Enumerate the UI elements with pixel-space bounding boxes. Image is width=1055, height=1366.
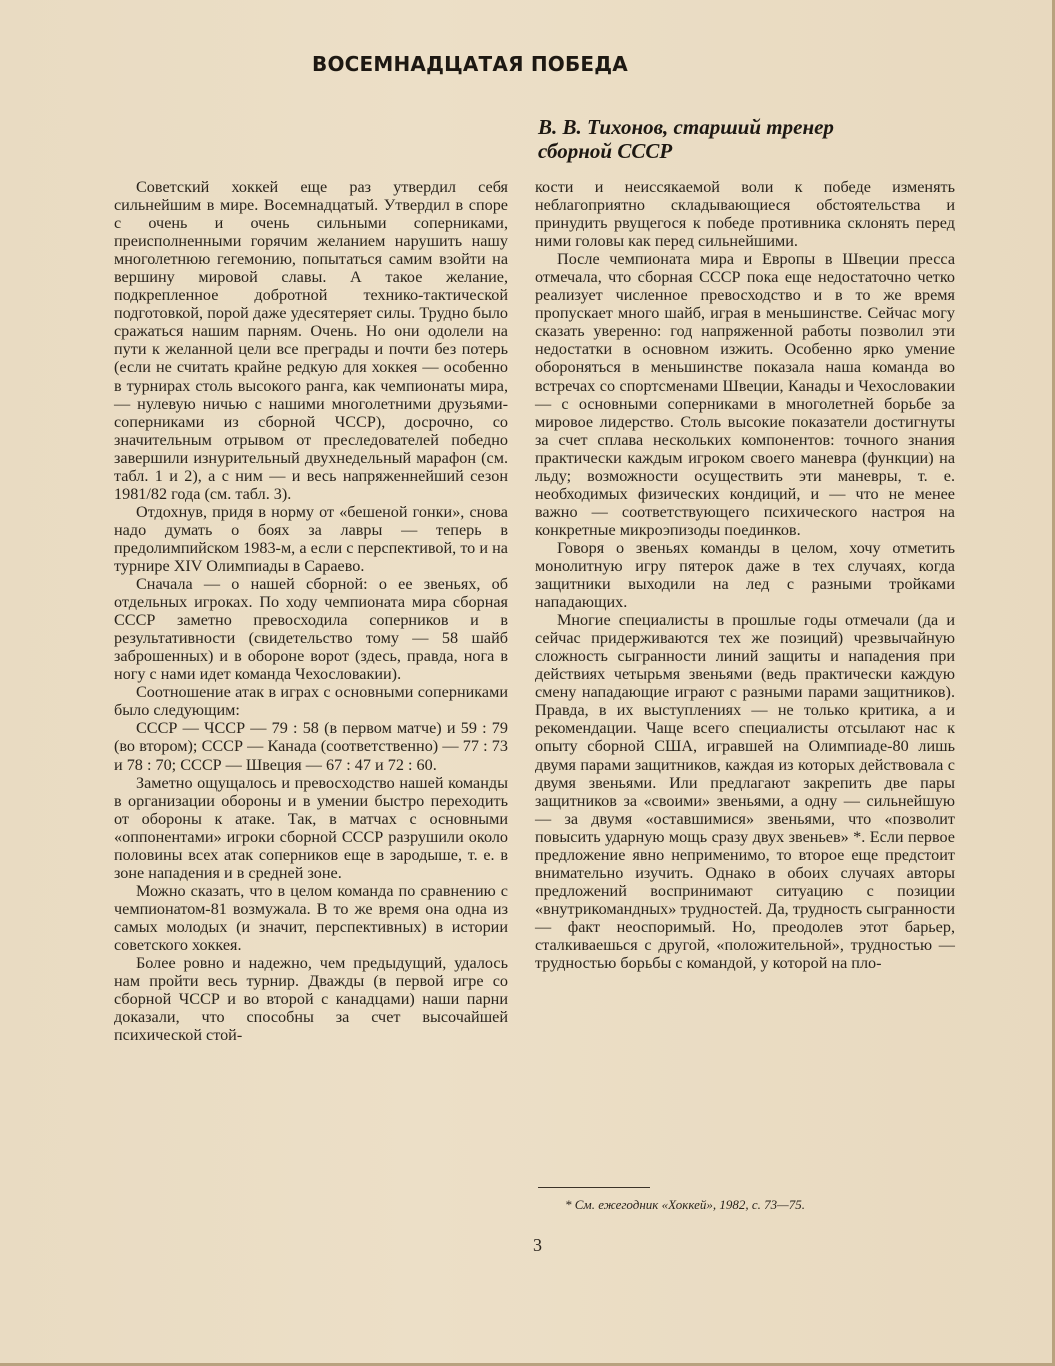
paragraph: СССР — ЧССР — 79 : 58 (в первом матче) и 59 : 79 (во втором); СССР — Канада (соответственно) — 77 : 73 и 78 : 70; СССР — Швеция — 67 : 47 и 72 : 60. bbox=[114, 719, 508, 774]
author-byline bbox=[538, 115, 958, 163]
footnote-divider bbox=[538, 1187, 650, 1188]
footnote: * См. ежегодник «Хоккей», 1982, с. 73—75. bbox=[565, 1197, 805, 1212]
paragraph: Можно сказать, что в целом команда по сравнению с чемпионатом-81 возмужала. В то же время она одна из самых молодых (и значит, перспективных) в истории советского хоккея. bbox=[114, 881, 508, 954]
right-column bbox=[535, 178, 955, 972]
page-number: 3 bbox=[533, 1235, 542, 1255]
paragraph: Многие специалисты в прошлые годы отмечали (да и сейчас придерживаются тех же позиций) чрезвычайную сложность сыгранности линий защиты и нападения при действиях четырьмя звеньями (ведь практически каждую смену нападающие играют с разными парами защитников). Правда, в их выступлениях — не только критика, а и рекомендации. Чаще всего специалисты отсылают нас к опыту сборной США, игравшей на Олимпиаде-80 лишь двумя парами защитников, каждая из которых действовала с двумя звеньями. Или предлагают закрепить две пары защитников за «своими» звеньями, а одну — сильнейшую — за двумя «оставшимися» звеньями, что «позволит повысить ударную мощь сразу двух звеньев» *. Если первое предложение явно неприменимо, то второе еще предстоит внимательно изучить. Однако в обоих случаях авторы предложений воспринимают ситуацию с позиции «внутрикомандных» трудностей. Да, трудность сыгранности — факт неоспоримый. Но, преодолев этот барьер, сталкиваешься с другой, «положительной», трудностью — трудностью борьбы с командой, у которой на пло- bbox=[535, 611, 955, 973]
paragraph: После чемпионата мира и Европы в Швеции пресса отмечала, что сборная СССР пока еще недостаточно четко реализует численное превосходство и в то же время пропускает много шайб, играя в меньшинстве. Сейчас могу сказать уверенно: год напряженной работы позволил эти недостатки в основном изжить. Особенно ярко умение обороняться в меньшинстве показала наша команда во встречах со спортсменами Швеции, Канады и Чехословакии — с основными соперниками в многолетней борьбе за мировое лидерство. Столь высокие показатели достигнуты за счет сплава нескольких компонентов: точного знания практически каждым игроком своего маневра (функции) на льду; возможности осуществить эти маневры, т. е. необходимых физических кондиций, и — что не менее важно — соответствующего психического настроя на конкретные микроэпизоды поединков. bbox=[535, 250, 955, 539]
paragraph: Сначала — о нашей сборной: о ее звеньях, об отдельных игроках. По ходу чемпионата мира сборная СССР заметно превосходила соперников и в результативности (свидетельство тому — 58 шайб заброшенных) и в обороне ворот (здесь, правда, нога в ногу с нами идет команда Чехословакии). bbox=[114, 575, 508, 684]
paragraph: Отдохнув, придя в норму от «бешеной гонки», снова надо думать о боях за лавры — теперь в предолимпийском 1983-м, а если с перспективой, то и на турнире XIV Олимпиады в Сараево. bbox=[114, 502, 508, 575]
article-title: ВОСЕМНАДЦАТАЯ ПОБЕДА bbox=[312, 52, 628, 76]
left-column bbox=[114, 178, 508, 1044]
paragraph: Заметно ощущалось и превосходство нашей команды в организации обороны и в умении быстро переходить от обороны к атаке. Так, в матчах с основными «оппонентами» игроки сборной СССР разрушили около половины всех атак соперников еще в зародыше, т. е. в зоне нападения и в средней зоне. bbox=[114, 773, 508, 882]
paragraph: Более ровно и надежно, чем предыдущий, удалось нам пройти весь турнир. Дважды (в первой игре со сборной ЧССР и во второй с канадцами) наши парни доказали, что способны за счет высочайшей психической стой- bbox=[114, 954, 508, 1045]
paragraph: кости и неиссякаемой воли к победе изменять неблагоприятно складывающиеся обстоятельства и принудить рвущегося к победе противника склонять перед ними головы как перед сильнейшими. bbox=[535, 178, 955, 251]
author-line-2: сборной СССР bbox=[538, 139, 673, 163]
author-line-1: В. В. Тихонов, старший тренер bbox=[538, 115, 834, 139]
paragraph: Советский хоккей еще раз утвердил себя сильнейшим в мире. Восемнадцатый. Утвердил в споре с очень и очень сильными соперниками, преисполненными горячим желанием нарушить нашу многолетнюю гегемонию, попытаться самим взойти на вершину мировой славы. А такое желание, подкрепленное добротной технико-тактической подготовкой, порой даже удесятеряет силы. Трудно было сражаться нашим парням. Очень. Но они одолели на пути к желанной цели все преграды и почти без потерь (если не считать крайне редкую для хоккея — особенно в турнирах столь высокого ранга, как чемпионаты мира, — нулевую ничью с нашими многолетними друзьями-соперниками из сборной ЧССР), досрочно, со значительным отрывом от преследователей победно завершили изнурительный двухнедельный марафон (см. табл. 1 и 2), а с ним — и весь напряженнейший сезон 1981/82 года (см. табл. 3). bbox=[114, 178, 508, 503]
paragraph: Говоря о звеньях команды в целом, хочу отметить монолитную игру пятерок даже в тех случаях, когда защитники выходили на лед с разными тройками нападающих. bbox=[535, 538, 955, 612]
paragraph: Соотношение атак в играх с основными соперниками было следующим: bbox=[114, 683, 508, 720]
